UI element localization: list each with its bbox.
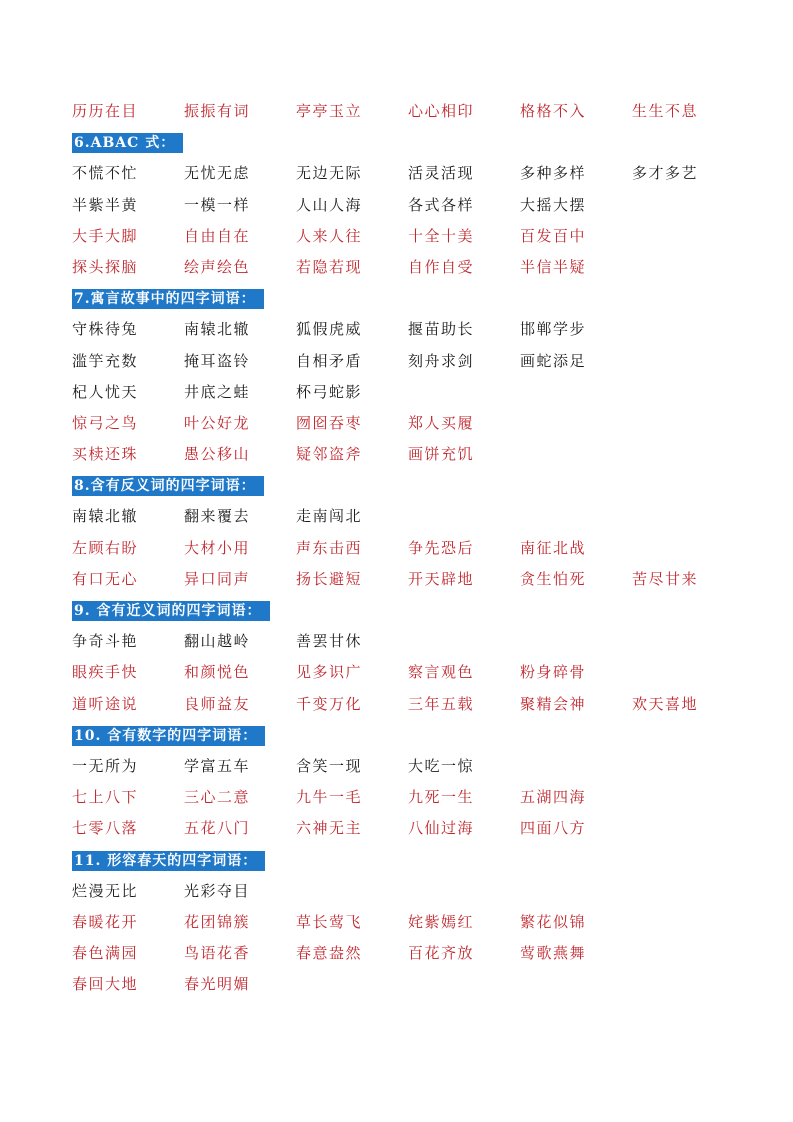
- idiom-word: 姹紫嫣红: [408, 912, 475, 931]
- idiom-word: 聚精会神: [520, 694, 587, 713]
- idiom-row: [72, 439, 732, 470]
- idiom-word: 格格不入: [520, 102, 587, 120]
- idiom-word: 九死一生: [408, 788, 475, 807]
- idiom-word: 疑邻盗斧: [296, 445, 363, 464]
- idiom-word: 善罢甘休: [296, 632, 363, 651]
- idiom-word: 光彩夺目: [184, 881, 251, 900]
- idiom-row: [72, 221, 732, 252]
- section-header-row: [72, 470, 732, 501]
- idiom-word: 道听途说: [72, 694, 139, 713]
- idiom-word: 半信半疑: [520, 257, 587, 276]
- idiom-word: 井底之蛙: [184, 382, 251, 401]
- idiom-word: 心心相印: [408, 102, 475, 120]
- idiom-word: 春意盎然: [296, 944, 363, 963]
- idiom-row: [72, 346, 732, 377]
- idiom-word: 七上八下: [72, 788, 139, 807]
- section-heading: 6.ABAC 式：: [72, 133, 183, 153]
- idiom-word: 见多识广: [296, 663, 363, 682]
- idiom-word: 声东击西: [296, 538, 363, 557]
- idiom-word: 大摇大摆: [520, 195, 587, 214]
- idiom-word: 有口无心: [72, 569, 139, 588]
- idiom-word: 守株待兔: [72, 320, 139, 339]
- idiom-row: [72, 96, 732, 127]
- idiom-word: 千变万化: [296, 694, 363, 713]
- idiom-word: 画蛇添足: [520, 351, 587, 370]
- idiom-row: [72, 813, 732, 844]
- idiom-word: 粉身碎骨: [520, 663, 587, 682]
- idiom-row: [72, 876, 732, 907]
- idiom-row: [72, 501, 732, 532]
- idiom-word: 繁花似锦: [520, 912, 587, 931]
- idiom-word: 自作自受: [408, 257, 475, 276]
- idiom-word: 良师益友: [184, 694, 251, 713]
- idiom-word: 异口同声: [184, 569, 251, 588]
- idiom-word: 翻来覆去: [184, 507, 251, 526]
- idiom-word: 大材小用: [184, 538, 251, 557]
- idiom-word: 春光明媚: [184, 975, 251, 994]
- idiom-word: 大手大脚: [72, 226, 139, 245]
- idiom-word: 烂漫无比: [72, 881, 139, 900]
- idiom-word: 刻舟求剑: [408, 351, 475, 370]
- idiom-word: 和颜悦色: [184, 663, 251, 682]
- idiom-word: 振振有词: [184, 102, 251, 120]
- idiom-word: 百花齐放: [408, 944, 475, 963]
- idiom-word: 南辕北辙: [72, 507, 139, 526]
- idiom-word: 春色满园: [72, 944, 139, 963]
- idiom-word: 眼疾手快: [72, 663, 139, 682]
- idiom-word: 春回大地: [72, 975, 139, 994]
- idiom-word: 杯弓蛇影: [296, 382, 363, 401]
- idiom-word: 五湖四海: [520, 788, 587, 807]
- idiom-word: 人山人海: [296, 195, 363, 214]
- idiom-row: [72, 689, 732, 720]
- idiom-word: 狐假虎威: [296, 320, 363, 339]
- idiom-word: 愚公移山: [184, 445, 251, 464]
- idiom-word: 活灵活现: [408, 164, 475, 183]
- idiom-word: 草长莺飞: [296, 912, 363, 931]
- idiom-row: [72, 907, 732, 938]
- idiom-word: 察言观色: [408, 663, 475, 682]
- idiom-word: 左顾右盼: [72, 538, 139, 557]
- idiom-row: [72, 782, 732, 813]
- section-heading: 11. 形容春天的四字词语：: [72, 851, 265, 871]
- idiom-word: 揠苗助长: [408, 320, 475, 339]
- idiom-word: 莺歌燕舞: [520, 944, 587, 963]
- idiom-word: 多才多艺: [632, 164, 699, 183]
- idiom-word: 翻山越岭: [184, 632, 251, 651]
- idiom-row: [72, 252, 732, 283]
- idiom-row: [72, 657, 732, 688]
- idiom-word: 春暖花开: [72, 912, 139, 931]
- idiom-word: 八仙过海: [408, 819, 475, 838]
- idiom-word: 亭亭玉立: [296, 102, 363, 120]
- idiom-word: 绘声绘色: [184, 257, 251, 276]
- idiom-word: 一无所为: [72, 756, 139, 775]
- idiom-word: 含笑一现: [296, 756, 363, 775]
- idiom-word: 学富五车: [184, 756, 251, 775]
- idiom-word: 滥竽充数: [72, 351, 139, 370]
- idiom-word: 画饼充饥: [408, 445, 475, 464]
- section-heading: 8.含有反义词的四字词语：: [72, 476, 264, 496]
- idiom-word: 郑人买履: [408, 413, 475, 432]
- section-heading: 7.寓言故事中的四字词语：: [72, 289, 264, 309]
- idiom-word: 南征北战: [520, 538, 587, 557]
- section-header-row: [72, 283, 732, 314]
- idiom-list-document: [72, 96, 732, 1000]
- idiom-word: 贪生怕死: [520, 569, 587, 588]
- idiom-word: 杞人忧天: [72, 382, 139, 401]
- idiom-word: 南辕北辙: [184, 320, 251, 339]
- idiom-word: 囫囵吞枣: [296, 413, 363, 432]
- idiom-row: [72, 314, 732, 345]
- section-heading: 9. 含有近义词的四字词语：: [72, 601, 270, 621]
- idiom-row: [72, 533, 732, 564]
- idiom-word: 走南闯北: [296, 507, 363, 526]
- idiom-word: 邯郸学步: [520, 320, 587, 339]
- idiom-word: 欢天喜地: [632, 694, 699, 713]
- idiom-word: 半紫半黄: [72, 195, 139, 214]
- idiom-word: 大吃一惊: [408, 756, 475, 775]
- idiom-word: 扬长避短: [296, 569, 363, 588]
- idiom-row: [72, 969, 732, 1000]
- idiom-word: 惊弓之鸟: [72, 413, 139, 432]
- idiom-word: 多种多样: [520, 164, 587, 183]
- idiom-word: 买椟还珠: [72, 445, 139, 464]
- idiom-word: 四面八方: [520, 819, 587, 838]
- idiom-word: 历历在目: [72, 102, 139, 120]
- idiom-word: 叶公好龙: [184, 413, 251, 432]
- idiom-row: [72, 408, 732, 439]
- idiom-row: [72, 626, 732, 657]
- section-header-row: [72, 127, 732, 158]
- idiom-word: 无边无际: [296, 164, 363, 183]
- idiom-word: 三年五载: [408, 694, 475, 713]
- idiom-word: 无忧无虑: [184, 164, 251, 183]
- section-header-row: [72, 595, 732, 626]
- idiom-word: 人来人往: [296, 226, 363, 245]
- idiom-word: 探头探脑: [72, 257, 139, 276]
- idiom-word: 六神无主: [296, 819, 363, 838]
- idiom-word: 不慌不忙: [72, 164, 139, 183]
- idiom-word: 生生不息: [632, 102, 699, 120]
- section-heading: 10. 含有数字的四字词语：: [72, 726, 265, 746]
- idiom-word: 若隐若现: [296, 257, 363, 276]
- idiom-word: 百发百中: [520, 226, 587, 245]
- idiom-word: 自由自在: [184, 226, 251, 245]
- idiom-row: [72, 190, 732, 221]
- idiom-row: [72, 377, 732, 408]
- idiom-word: 一模一样: [184, 195, 251, 214]
- idiom-word: 各式各样: [408, 195, 475, 214]
- idiom-word: 七零八落: [72, 819, 139, 838]
- idiom-word: 自相矛盾: [296, 351, 363, 370]
- idiom-row: [72, 938, 732, 969]
- idiom-word: 争先恐后: [408, 538, 475, 557]
- idiom-word: 争奇斗艳: [72, 632, 139, 651]
- idiom-word: 三心二意: [184, 788, 251, 807]
- idiom-word: 掩耳盗铃: [184, 351, 251, 370]
- idiom-word: 九牛一毛: [296, 788, 363, 807]
- idiom-word: 十全十美: [408, 226, 475, 245]
- idiom-word: 鸟语花香: [184, 944, 251, 963]
- idiom-word: 开天辟地: [408, 569, 475, 588]
- idiom-word: 花团锦簇: [184, 912, 251, 931]
- idiom-word: 五花八门: [184, 819, 251, 838]
- section-header-row: [72, 845, 732, 876]
- idiom-word: 苦尽甘来: [632, 569, 699, 588]
- idiom-row: [72, 564, 732, 595]
- section-header-row: [72, 720, 732, 751]
- idiom-row: [72, 751, 732, 782]
- idiom-row: [72, 158, 732, 189]
